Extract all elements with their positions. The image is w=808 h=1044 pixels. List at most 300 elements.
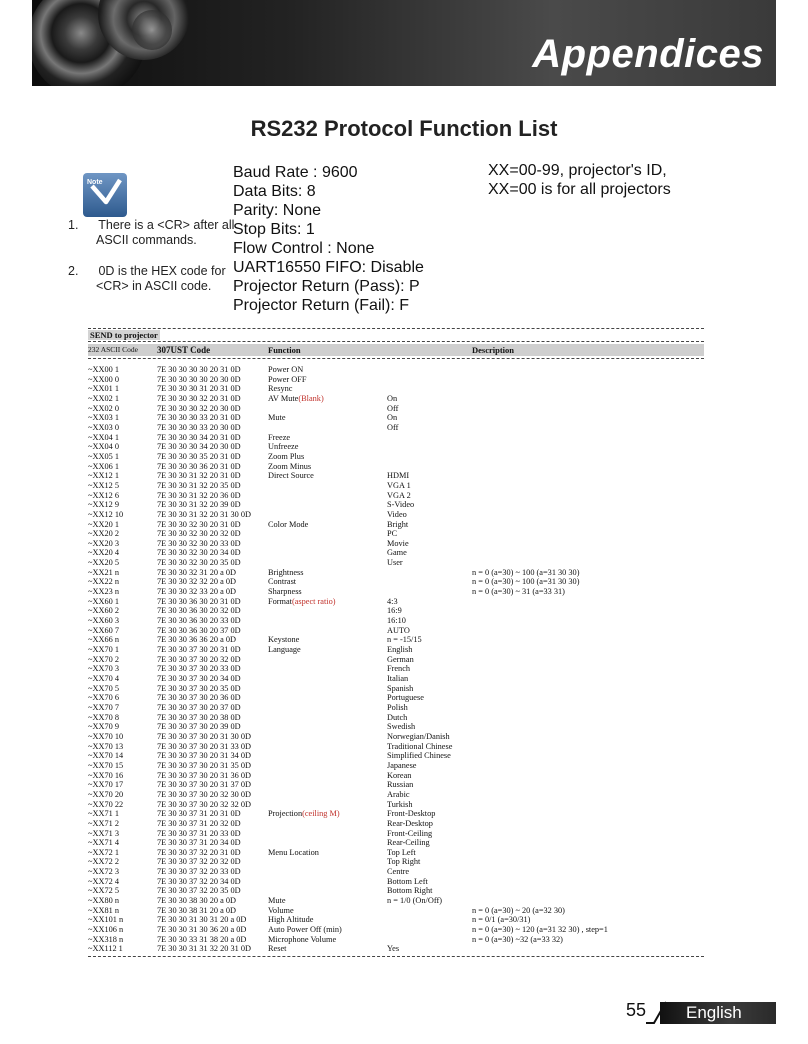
table-header	[88, 344, 704, 356]
cell-description	[472, 471, 704, 481]
cell-function	[268, 886, 387, 896]
cell-ascii: ~XX72 5	[88, 886, 119, 896]
cell-ascii: ~XX03 1	[88, 413, 119, 423]
cell-value: Movie	[387, 538, 409, 548]
cell-value: Polish	[387, 702, 408, 712]
cell-code: 7E 30 30 37 32 20 33 0D	[157, 867, 241, 877]
table-row	[88, 780, 704, 790]
table-row	[88, 838, 704, 848]
cell-code: 7E 30 30 37 32 20 32 0D	[157, 857, 241, 867]
cell-value: Video	[387, 509, 407, 519]
cell-ascii: ~XX70 22	[88, 799, 124, 809]
cell-description	[472, 626, 704, 636]
cell-description	[472, 597, 704, 607]
cell-description	[472, 857, 704, 867]
cell-function	[268, 867, 387, 877]
cell-value	[387, 462, 472, 472]
language-label: English	[686, 1003, 742, 1022]
table-row	[88, 587, 704, 597]
cell-description	[472, 867, 704, 877]
cell-code: 7E 30 30 37 30 20 36 0D	[157, 693, 241, 703]
cell-description: n = 0/1 (a=30/31)	[472, 915, 531, 925]
cell-description	[472, 462, 704, 472]
table-row	[88, 761, 704, 771]
cell-function: Freeze	[268, 432, 291, 442]
cell-value: Front-Desktop	[387, 809, 436, 819]
cell-ascii: ~XX20 3	[88, 538, 119, 548]
cell-description	[472, 751, 704, 761]
header-code: 307UST Code	[157, 345, 211, 355]
table-row	[88, 886, 704, 896]
cell-ascii: ~XX70 13	[88, 741, 124, 751]
cell-description	[472, 896, 704, 906]
cell-value: Bright	[387, 519, 409, 529]
cell-description	[472, 674, 704, 684]
cell-description	[472, 404, 704, 414]
cell-description	[472, 780, 704, 790]
table-row	[88, 751, 704, 761]
cell-function-note: (ceiling M)	[302, 809, 340, 819]
cell-value: Norwegian/Danish	[387, 731, 450, 741]
cell-ascii: ~XX81 n	[88, 905, 119, 915]
cell-function	[268, 510, 387, 520]
cell-description	[472, 558, 704, 568]
table-row	[88, 500, 704, 510]
cell-description	[472, 616, 704, 626]
note-item-text: 0D is the HEX code for <CR> in ASCII code.	[96, 264, 226, 293]
cell-function	[268, 674, 387, 684]
cell-ascii: ~XX70 7	[88, 702, 119, 712]
cell-ascii: ~XX101 n	[88, 915, 124, 925]
cell-code: 7E 30 30 31 32 20 31 0D	[157, 471, 241, 481]
cell-code: 7E 30 30 37 30 20 31 0D	[157, 645, 241, 655]
cell-ascii: ~XX70 5	[88, 683, 119, 693]
cell-ascii: ~XX70 20	[88, 789, 124, 799]
cell-value: Traditional Chinese	[387, 741, 453, 751]
cell-function: Power OFF	[268, 374, 307, 384]
cell-function	[268, 606, 387, 616]
cell-ascii: ~XX70 16	[88, 770, 124, 780]
cell-ascii: ~XX60 3	[88, 616, 119, 626]
cell-function	[268, 539, 387, 549]
cell-value: Top Left	[387, 847, 416, 857]
cell-function	[268, 771, 387, 781]
cell-function	[268, 751, 387, 761]
cell-value: Japanese	[387, 760, 417, 770]
cell-description	[472, 800, 704, 810]
cell-function	[268, 761, 387, 771]
cell-value: French	[387, 664, 411, 674]
cell-code: 7E 30 30 30 32 20 31 0D	[157, 393, 241, 403]
cell-function: High Altitude	[268, 915, 314, 925]
table-row	[88, 906, 704, 916]
table-row	[88, 626, 704, 636]
cell-value: Swedish	[387, 722, 416, 732]
cell-ascii: ~XX20 2	[88, 529, 119, 539]
cell-ascii: ~XX01 1	[88, 384, 119, 394]
cell-value: VGA 1	[387, 480, 411, 490]
cell-code: 7E 30 30 36 30 20 31 0D	[157, 596, 241, 606]
cell-function	[268, 703, 387, 713]
cell-function: Reset	[268, 944, 287, 954]
cell-description: n = 0 (a=30) ~ 120 (a=31 32 30) , step=1	[472, 925, 608, 935]
cell-code: 7E 30 30 37 31 20 33 0D	[157, 828, 241, 838]
cell-description	[472, 394, 704, 404]
table-row	[88, 703, 704, 713]
cell-code: 7E 30 30 37 30 20 33 0D	[157, 664, 241, 674]
cell-description	[472, 944, 704, 954]
cell-ascii: ~XX60 7	[88, 625, 119, 635]
cell-value: Rear-Desktop	[387, 818, 433, 828]
header-ascii: 232 ASCII Code	[88, 345, 139, 354]
header-description: Description	[472, 345, 515, 355]
cell-description	[472, 548, 704, 558]
cell-description	[472, 635, 704, 645]
cell-code: 7E 30 30 30 30 20 31 0D	[157, 365, 241, 374]
cell-value: 16:9	[387, 606, 402, 616]
cell-code: 7E 30 30 30 33 20 30 0D	[157, 422, 241, 432]
cell-function: Microphone Volume	[268, 934, 337, 944]
table-row	[88, 645, 704, 655]
cell-ascii: ~XX70 6	[88, 693, 119, 703]
cell-value: Spanish	[387, 683, 414, 693]
cell-description	[472, 790, 704, 800]
table-row	[88, 877, 704, 887]
cell-value: Korean	[387, 770, 412, 780]
table-row	[88, 558, 704, 568]
setting-flow-control: Flow Control : None	[233, 240, 375, 257]
cell-code: 7E 30 30 37 30 20 32 32 0D	[157, 799, 252, 809]
cell-ascii: ~XX106 n	[88, 925, 124, 935]
cell-description	[472, 413, 704, 423]
cell-value: S-Video	[387, 500, 415, 510]
cell-code: 7E 30 30 32 30 20 35 0D	[157, 558, 241, 568]
cell-function	[268, 548, 387, 558]
cell-value: Yes	[387, 944, 400, 954]
cell-code: 7E 30 30 36 36 20 a 0D	[157, 635, 237, 645]
cell-value	[387, 375, 472, 385]
cell-description	[472, 375, 704, 385]
cell-description	[472, 655, 704, 665]
cell-ascii: ~XX12 10	[88, 509, 124, 519]
cell-code: 7E 30 30 37 32 20 34 0D	[157, 876, 241, 886]
table-row	[88, 819, 704, 829]
cell-function	[268, 790, 387, 800]
cell-ascii: ~XX20 1	[88, 519, 119, 529]
cell-description	[472, 732, 704, 742]
id-note-line: XX=00-99, projector's ID,	[488, 162, 667, 179]
cell-function	[268, 857, 387, 867]
table-row	[88, 384, 704, 394]
cell-value: Arabic	[387, 789, 410, 799]
cell-value: AUTO	[387, 625, 410, 635]
cell-value: PC	[387, 529, 398, 539]
cell-code: 7E 30 30 37 30 20 31 33 0D	[157, 741, 252, 751]
cell-value: n = -15/15	[387, 635, 422, 645]
cell-value	[387, 384, 472, 394]
table-row	[88, 365, 704, 375]
cell-description	[472, 809, 704, 819]
table-row	[88, 829, 704, 839]
section-title: Appendices	[532, 32, 764, 76]
cell-ascii: ~XX72 4	[88, 876, 119, 886]
cell-function	[268, 877, 387, 887]
cell-function	[268, 829, 387, 839]
cell-description	[472, 877, 704, 887]
table-row	[88, 732, 704, 742]
cell-value: Game	[387, 548, 407, 558]
table-row	[88, 471, 704, 481]
note-icon-label: Note	[87, 179, 103, 186]
note-item-1	[68, 218, 236, 248]
cell-function	[268, 664, 387, 674]
cell-code: 7E 30 30 37 30 20 31 35 0D	[157, 760, 252, 770]
cell-ascii: ~XX23 n	[88, 587, 119, 597]
cell-function	[268, 529, 387, 539]
cell-ascii: ~XX70 10	[88, 731, 124, 741]
cell-code: 7E 30 30 32 33 20 a 0D	[157, 587, 237, 597]
setting-stop-bits: Stop Bits: 1	[233, 221, 315, 238]
cell-code: 7E 30 30 37 30 20 31 37 0D	[157, 780, 252, 790]
cell-ascii: ~XX12 6	[88, 490, 119, 500]
cell-ascii: ~XX70 1	[88, 645, 119, 655]
lens-image-3	[132, 10, 172, 50]
table-row	[88, 867, 704, 877]
cell-code: 7E 30 30 37 30 20 31 36 0D	[157, 770, 252, 780]
cell-code: 7E 30 30 30 36 20 31 0D	[157, 461, 241, 471]
cell-description	[472, 713, 704, 723]
cell-value	[387, 568, 472, 578]
cell-code: 7E 30 30 33 31 38 20 a 0D	[157, 934, 247, 944]
cell-ascii: ~XX80 n	[88, 896, 119, 906]
cell-value	[387, 365, 472, 375]
table-row	[88, 510, 704, 520]
cell-code: 7E 30 30 30 34 20 31 0D	[157, 432, 241, 442]
cell-ascii: ~XX05 1	[88, 451, 119, 461]
cell-function: Unfreeze	[268, 442, 299, 452]
table-row	[88, 404, 704, 414]
cell-description	[472, 819, 704, 829]
cell-ascii: ~XX02 1	[88, 393, 119, 403]
cell-value	[387, 935, 472, 945]
cell-function	[268, 732, 387, 742]
cell-ascii: ~XX00 0	[88, 374, 119, 384]
cell-value	[387, 915, 472, 925]
note-item-number: 1.	[68, 218, 79, 232]
cell-function: Projection(ceiling M)	[268, 809, 340, 819]
cell-value: Simplified Chinese	[387, 751, 451, 761]
cell-description	[472, 433, 704, 443]
cell-value: On	[387, 413, 398, 423]
cell-function: Mute	[268, 413, 286, 423]
setting-data-bits: Data Bits: 8	[233, 183, 316, 200]
table-row	[88, 674, 704, 684]
cell-function: Color Mode	[268, 519, 309, 529]
cell-function: Zoom Minus	[268, 461, 312, 471]
cell-code: 7E 30 30 30 32 20 30 0D	[157, 403, 241, 413]
cell-value: n = 1/0 (On/Off)	[387, 896, 442, 906]
cell-description: n = 0 (a=30) ~ 31 (a=33 31)	[472, 587, 565, 597]
table-row	[88, 568, 704, 578]
cell-code: 7E 30 30 32 30 20 33 0D	[157, 538, 241, 548]
cell-code: 7E 30 30 32 30 20 32 0D	[157, 529, 241, 539]
cell-ascii: ~XX04 0	[88, 442, 119, 452]
cell-ascii: ~XX60 1	[88, 596, 119, 606]
cell-code: 7E 30 30 30 31 20 31 0D	[157, 384, 241, 394]
table-row	[88, 925, 704, 935]
cell-function	[268, 693, 387, 703]
cell-function	[268, 722, 387, 732]
cell-ascii: ~XX04 1	[88, 432, 119, 442]
cell-code: 7E 30 30 32 30 20 34 0D	[157, 548, 241, 558]
cell-value: Front-Ceiling	[387, 828, 433, 838]
cell-function	[268, 655, 387, 665]
cell-function	[268, 481, 387, 491]
note-item-text: There is a <CR> after all ASCII commands.	[96, 218, 235, 247]
cell-description	[472, 742, 704, 752]
note-icon	[82, 172, 128, 218]
cell-function	[268, 780, 387, 790]
note-item-number: 2.	[68, 264, 79, 278]
table-row	[88, 423, 704, 433]
table-row	[88, 635, 704, 645]
cell-value	[387, 587, 472, 597]
cell-function	[268, 713, 387, 723]
cell-code: 7E 30 30 37 30 20 31 30 0D	[157, 731, 252, 741]
serial-settings	[233, 163, 424, 315]
cell-function: Sharpness	[268, 587, 302, 597]
cell-value: Off	[387, 422, 399, 432]
table-row	[88, 606, 704, 616]
cell-description: n = 0 (a=30) ~ 100 (a=31 30 30)	[472, 567, 580, 577]
cell-value: Centre	[387, 867, 410, 877]
cell-value: Turkish	[387, 799, 413, 809]
table-row	[88, 375, 704, 385]
table-row	[88, 597, 704, 607]
cell-code: 7E 30 30 31 30 31 20 a 0D	[157, 915, 247, 925]
cell-code: 7E 30 30 31 32 20 39 0D	[157, 500, 241, 510]
cell-function: Auto Power Off (min)	[268, 925, 342, 935]
cell-value: Bottom Left	[387, 876, 428, 886]
cell-value: HDMI	[387, 471, 410, 481]
cell-value	[387, 577, 472, 587]
cell-code: 7E 30 30 37 31 20 32 0D	[157, 818, 241, 828]
command-table	[88, 328, 704, 957]
cell-function	[268, 500, 387, 510]
cell-code: 7E 30 30 37 30 20 31 34 0D	[157, 751, 252, 761]
setting-baud-rate: Baud Rate : 9600	[233, 164, 358, 181]
cell-function: Format(aspect ratio)	[268, 596, 336, 606]
cell-code: 7E 30 30 36 30 20 33 0D	[157, 616, 241, 626]
cell-value	[387, 452, 472, 462]
cell-description	[472, 684, 704, 694]
cell-ascii: ~XX71 1	[88, 809, 119, 819]
cell-value: User	[387, 558, 403, 568]
cell-code: 7E 30 30 32 31 20 a 0D	[157, 567, 237, 577]
cell-description	[472, 442, 704, 452]
cell-description	[472, 645, 704, 655]
cell-ascii: ~XX71 3	[88, 828, 119, 838]
cell-ascii: ~XX70 4	[88, 674, 119, 683]
cell-description	[472, 703, 704, 713]
cell-description	[472, 838, 704, 848]
projector-id-note	[488, 161, 671, 199]
table-row	[88, 896, 704, 906]
cell-function	[268, 558, 387, 568]
cell-function: Language	[268, 645, 301, 655]
cell-value: Top Right	[387, 857, 421, 867]
setting-return-fail: Projector Return (Fail): F	[233, 297, 410, 314]
cell-ascii: ~XX60 2	[88, 606, 119, 616]
cell-code: 7E 30 30 31 32 20 31 30 0D	[157, 509, 252, 519]
cell-ascii: ~XX70 15	[88, 760, 124, 770]
cell-value: 4:3	[387, 596, 398, 606]
cell-description	[472, 693, 704, 703]
cell-code: 7E 30 30 38 30 20 a 0D	[157, 896, 237, 906]
cell-value: Rear-Ceiling	[387, 838, 430, 848]
cell-code: 7E 30 30 37 32 20 35 0D	[157, 886, 241, 896]
cell-ascii: ~XX70 17	[88, 780, 124, 790]
cell-value: German	[387, 654, 414, 664]
cell-description	[472, 848, 704, 858]
cell-description	[472, 606, 704, 616]
table-row	[88, 684, 704, 694]
cell-value: Italian	[387, 674, 409, 683]
table-row	[88, 529, 704, 539]
cell-code: 7E 30 30 36 30 20 32 0D	[157, 606, 241, 616]
cell-description	[472, 761, 704, 771]
cell-description: n = 0 (a=30) ~ 100 (a=31 30 30)	[472, 577, 580, 587]
cell-description	[472, 539, 704, 549]
cell-code: 7E 30 30 37 31 20 31 0D	[157, 809, 241, 819]
table-row	[88, 462, 704, 472]
setting-return-pass: Projector Return (Pass): P	[233, 278, 420, 295]
cell-code: 7E 30 30 37 30 20 38 0D	[157, 712, 241, 722]
cell-ascii: ~XX00 1	[88, 365, 119, 374]
cell-function: Contrast	[268, 577, 297, 587]
table-row	[88, 655, 704, 665]
cell-value: Russian	[387, 780, 414, 790]
cell-value	[387, 906, 472, 916]
table-row	[88, 433, 704, 443]
cell-function: AV Mute(Blank)	[268, 393, 324, 403]
table-row	[88, 413, 704, 423]
cell-ascii: ~XX12 9	[88, 500, 119, 510]
cell-description	[472, 491, 704, 501]
table-row	[88, 809, 704, 819]
table-row	[88, 915, 704, 925]
cell-ascii: ~XX70 2	[88, 654, 119, 664]
cell-value: Dutch	[387, 712, 408, 722]
cell-code: 7E 30 30 37 30 20 32 30 0D	[157, 789, 252, 799]
cell-code: 7E 30 30 31 30 36 20 a 0D	[157, 925, 247, 935]
table-row	[88, 790, 704, 800]
cell-code: 7E 30 30 31 32 20 35 0D	[157, 480, 241, 490]
cell-function	[268, 684, 387, 694]
table-row	[88, 857, 704, 867]
cell-value	[387, 925, 472, 935]
table-row	[88, 693, 704, 703]
cell-ascii: ~XX06 1	[88, 461, 119, 471]
table-row	[88, 722, 704, 732]
cell-code: 7E 30 30 37 30 20 37 0D	[157, 702, 241, 712]
divider	[88, 956, 704, 957]
cell-description	[472, 423, 704, 433]
cell-ascii: ~XX66 n	[88, 635, 119, 645]
cell-function	[268, 819, 387, 829]
cell-function: Menu Location	[268, 847, 319, 857]
cell-code: 7E 30 30 37 30 20 32 0D	[157, 654, 241, 664]
